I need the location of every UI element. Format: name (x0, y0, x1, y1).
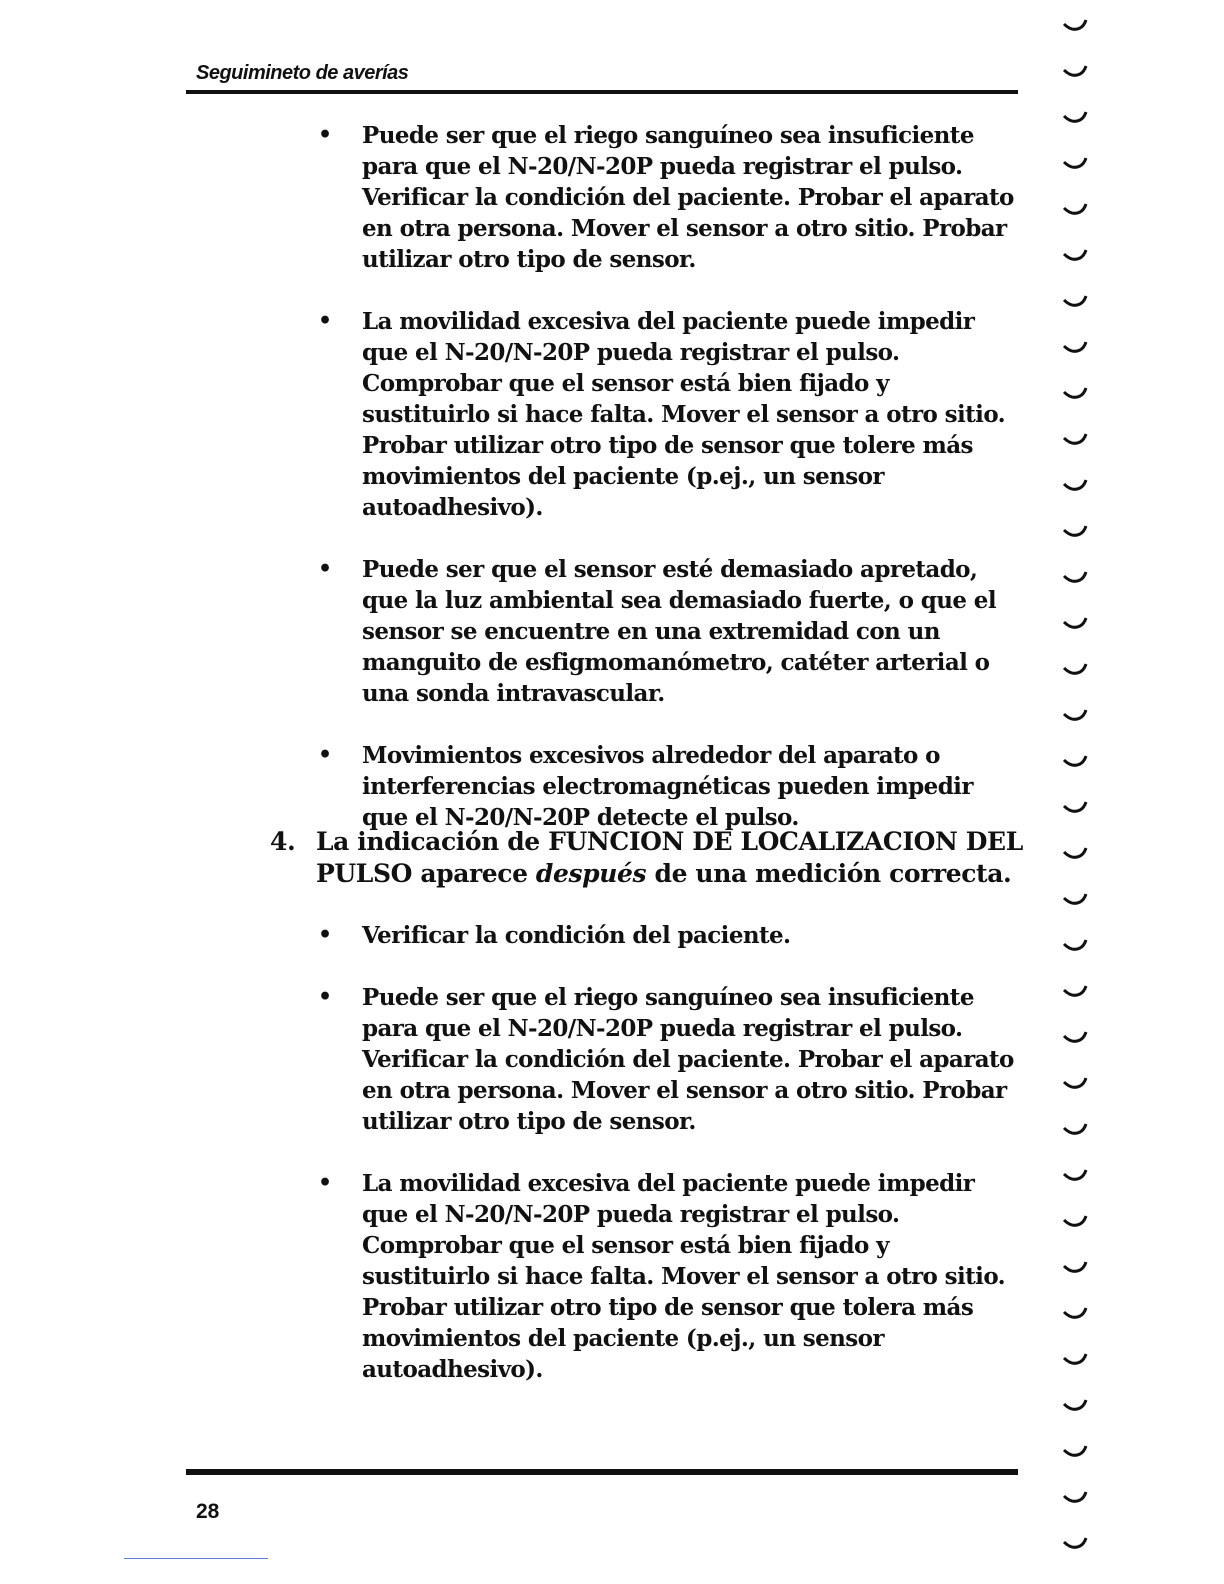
bullet-item (318, 982, 1018, 1137)
footer-rule (186, 1469, 1018, 1475)
bullet-dot: • (318, 556, 332, 582)
header-rule (186, 90, 1018, 94)
bullet-dot: • (318, 1170, 332, 1196)
heading-text-end: de una medición correcta. (646, 859, 1012, 888)
binding-ring-icon (1062, 64, 1090, 80)
bullet-item (318, 554, 1018, 709)
binding-ring-icon (1062, 708, 1090, 724)
binding-ring-icon (1062, 984, 1090, 1000)
binding-ring-icon (1062, 524, 1090, 540)
binding-ring-icon (1062, 1536, 1090, 1552)
footer-link-line (124, 1558, 268, 1559)
binding-ring-icon (1062, 938, 1090, 954)
heading-text-start: La indicación de FUNCION DE LOCALIZACION DEL PULSO aparece (316, 827, 1023, 888)
binding-ring-icon (1062, 662, 1090, 678)
binding-ring-icon (1062, 248, 1090, 264)
spiral-binding (1062, 0, 1102, 1584)
binding-ring-icon (1062, 156, 1090, 172)
binding-ring-icon (1062, 754, 1090, 770)
heading-number: 4. (270, 827, 296, 856)
bullet-dot: • (318, 308, 332, 334)
binding-ring-icon (1062, 1214, 1090, 1230)
binding-ring-icon (1062, 846, 1090, 862)
bullet-dot: • (318, 984, 332, 1010)
bullet-text: Puede ser que el riego sanguíneo sea insuficiente para que el N-20/N-20P pueda registrar el pulso. Verificar la condición del paciente. Probar el aparato en otra persona. Mover el sensor a otro sitio. Probar utilizar otro tipo de sensor. (362, 984, 1014, 1135)
bullet-item (318, 1168, 1018, 1385)
bullet-text: Puede ser que el riego sanguíneo sea insuficiente para que el N-20/N-20P pueda registrar el pulso. Verificar la condición del paciente. Probar el aparato en otra persona. Mover el sensor a otro sitio. Probar utilizar otro tipo de sensor. (362, 122, 1014, 273)
bullet-list-1 (318, 120, 1018, 864)
bullet-item (318, 120, 1018, 275)
bullet-dot: • (318, 922, 332, 948)
binding-ring-icon (1062, 800, 1090, 816)
page-number: 28 (196, 1500, 220, 1523)
binding-ring-icon (1062, 110, 1090, 126)
bullet-item (318, 920, 1018, 951)
binding-ring-icon (1062, 616, 1090, 632)
binding-ring-icon (1062, 294, 1090, 310)
binding-ring-icon (1062, 892, 1090, 908)
binding-ring-icon (1062, 1122, 1090, 1138)
binding-ring-icon (1062, 1260, 1090, 1276)
heading-emphasis: después (535, 859, 647, 888)
binding-ring-icon (1062, 570, 1090, 586)
binding-ring-icon (1062, 386, 1090, 402)
binding-ring-icon (1062, 1490, 1090, 1506)
page-header-title: Seguimineto de averías (196, 62, 409, 84)
heading-text (316, 826, 1030, 890)
binding-ring-icon (1062, 478, 1090, 494)
bullet-dot: • (318, 742, 332, 768)
bullet-text: Movimientos excesivos alrededor del aparato o interferencias electromagnéticas pueden impedir que el N-20/N-20P detecte el pulso. (362, 742, 973, 831)
section-heading-4 (270, 826, 1030, 890)
binding-ring-icon (1062, 1398, 1090, 1414)
binding-ring-icon (1062, 432, 1090, 448)
bullet-text: Puede ser que el sensor esté demasiado apretado, que la luz ambiental sea demasiado fuerte, o que el sensor se encuentre en una extremidad con un manguito de esfigmomanómetro, catéter arterial o una sonda intravascular. (362, 556, 996, 707)
bullet-text: Verificar la condición del paciente. (362, 922, 791, 949)
binding-ring-icon (1062, 1030, 1090, 1046)
bullet-dot: • (318, 122, 332, 148)
bullet-list-2 (318, 920, 1018, 1416)
binding-ring-icon (1062, 340, 1090, 356)
binding-ring-icon (1062, 1306, 1090, 1322)
binding-ring-icon (1062, 202, 1090, 218)
bullet-item (318, 740, 1018, 833)
bullet-item (318, 306, 1018, 523)
binding-ring-icon (1062, 1076, 1090, 1092)
binding-ring-icon (1062, 1352, 1090, 1368)
binding-ring-icon (1062, 18, 1090, 34)
binding-ring-icon (1062, 1444, 1090, 1460)
bullet-text: La movilidad excesiva del paciente puede impedir que el N-20/N-20P pueda registrar el pulso. Comprobar que el sensor está bien fijado y sustituirlo si hace falta. Mover el sensor a otro sitio. Probar utilizar otro tipo de sensor que tolera más movimientos del paciente (p.ej., un sensor autoadhesivo). (362, 1170, 1006, 1383)
binding-ring-icon (1062, 1168, 1090, 1184)
bullet-text: La movilidad excesiva del paciente puede impedir que el N-20/N-20P pueda registrar el pulso. Comprobar que el sensor está bien fijado y sustituirlo si hace falta. Mover el sensor a otro sitio. Probar utilizar otro tipo de sensor que tolere más movimientos del paciente (p.ej., un sensor autoadhesivo). (362, 308, 1006, 521)
